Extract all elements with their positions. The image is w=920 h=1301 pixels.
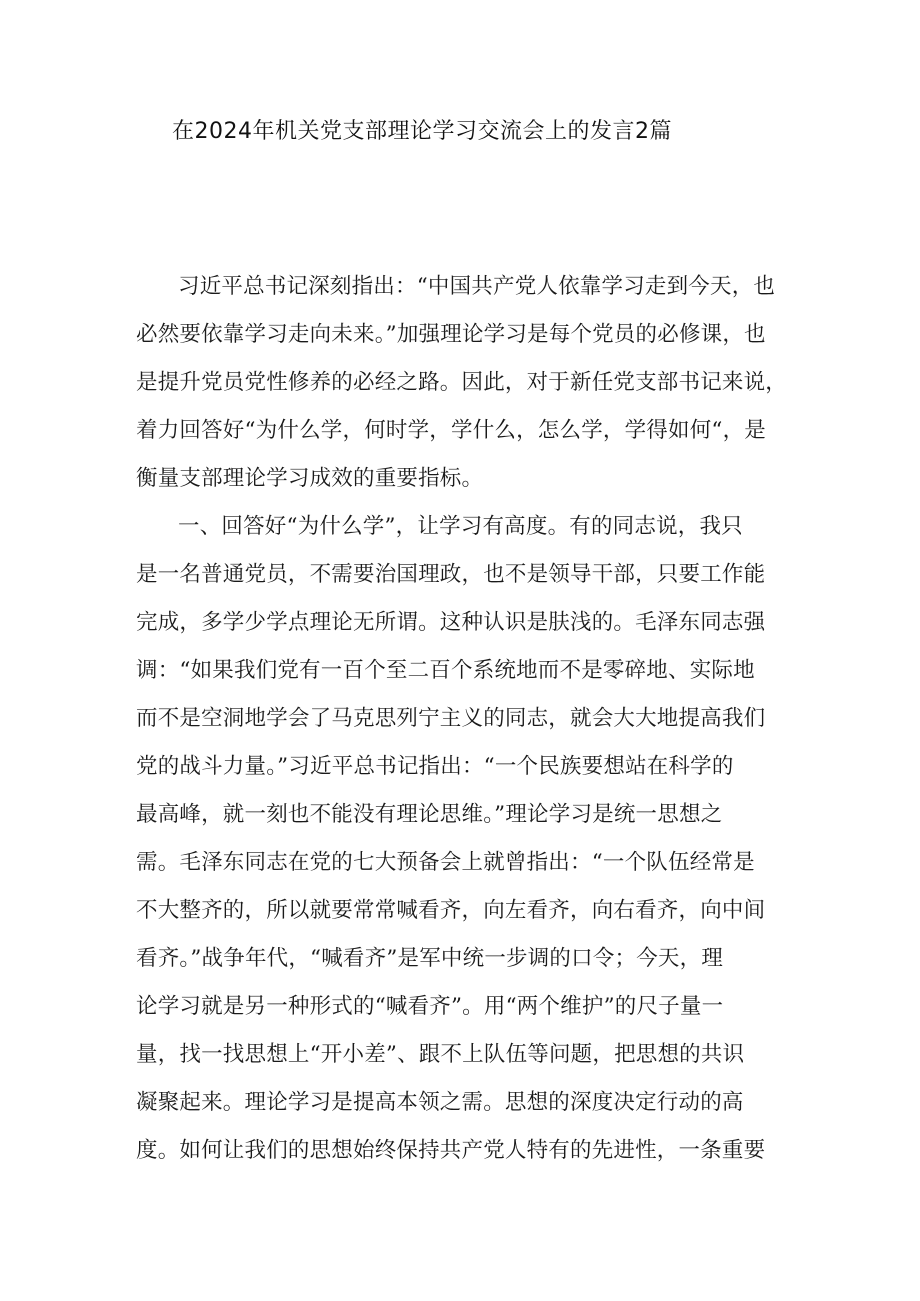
paragraph-line: 而不是空洞地学会了马克思列宁主义的同志，就会大大地提高我们 [136,706,766,731]
paragraph-line: 看齐。”战争年代，“喊看齐”是军中统一步调的口令；今天，理 [136,946,724,971]
paragraph-line: 需。毛泽东同志在党的七大预备会上就曾指出：“一个队伍经常是 [136,850,755,875]
paragraph-line: 凝聚起来。理论学习是提高本领之需。思想的深度决定行动的高 [136,1090,744,1115]
paragraph-line: 调：“如果我们党有一百个至二百个系统地而不是零碎地、实际地 [136,658,755,683]
paragraph-line: 最高峰，就一刻也不能没有理论思维。”理论学习是统一思想之 [136,802,723,827]
paragraph-line: 是一名普通党员，不需要治国理政，也不是领导干部，只要工作能 [136,562,766,587]
paragraph-line: 论学习就是另一种形式的“喊看齐”。用“两个维护”的尺子量一 [136,994,724,1019]
paragraph-line: 党的战斗力量。”习近平总书记指出：“一个民族要想站在科学的 [136,754,734,779]
paragraph-line: 不大整齐的，所以就要常常喊看齐，向左看齐，向右看齐，向中间 [136,898,766,923]
paragraph-line: 一、回答好“为什么学”，让学习有高度。有的同志说，我只 [178,514,743,539]
paragraph-line: 度。如何让我们的思想始终保持共产党人特有的先进性，一条重要 [136,1138,766,1163]
paragraph-line: 必然要依靠学习走向未来。”加强理论学习是每个党员的必修课，也 [136,322,766,347]
paragraph-line: 量，找一找思想上“开小差”、跟不上队伍等问题，把思想的共识 [136,1042,745,1067]
paragraph-line: 是提升党员党性修养的必经之路。因此，对于新任党支部书记来说， [136,370,788,395]
document-title: 在2024年机关党支部理论学习交流会上的发言2篇 [172,119,672,144]
paragraph-line: 着力回答好“为什么学，何时学，学什么，怎么学，学得如何“，是 [136,418,766,443]
paragraph-line: 衡量支部理论学习成效的重要指标。 [136,466,484,491]
paragraph-line: 完成，多学少学点理论无所谓。这种认识是肤浅的。毛泽东同志强 [136,610,766,635]
paragraph-line: 习近平总书记深刻指出：“中国共产党人依靠学习走到今天，也 [178,274,776,299]
